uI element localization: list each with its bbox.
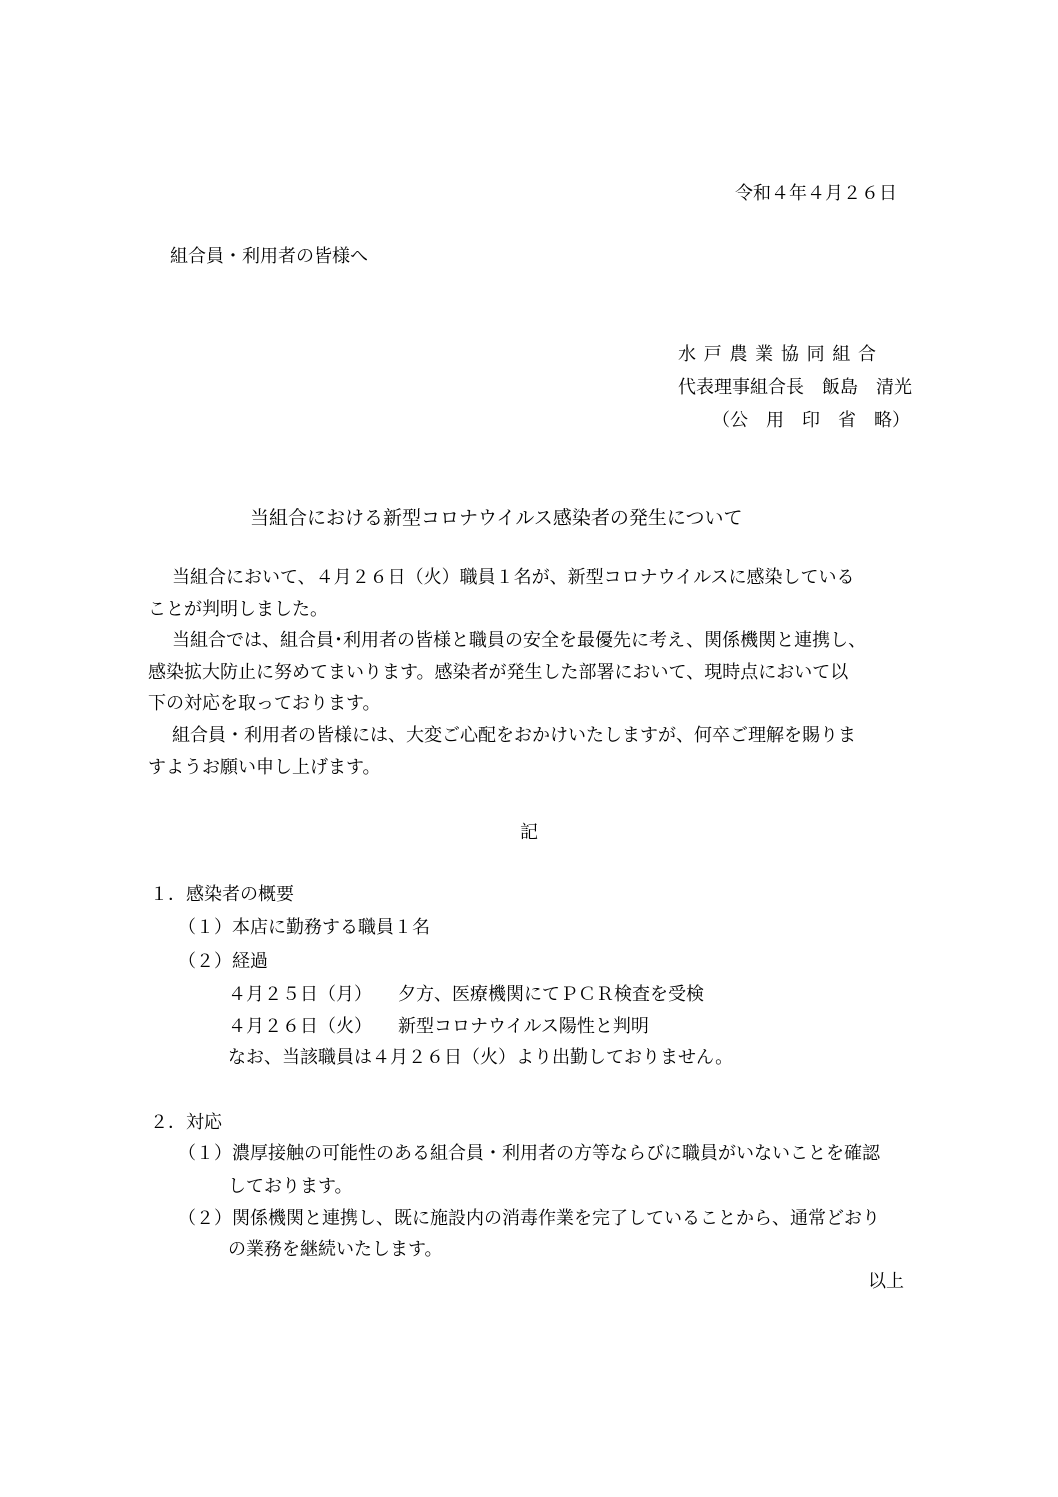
- sender-organization: 水 戸 農 業 協 同 組 合: [678, 344, 878, 365]
- timeline-event-1-date: ４月２５日（月）: [228, 984, 372, 1005]
- body-paragraph-2-line-2: 感染拡大防止に努めてまいります。感染者が発生した部署において、現時点において以: [148, 662, 849, 683]
- section-2-heading: ２．対応: [150, 1112, 222, 1133]
- body-paragraph-3-line-2: すようお願い申し上げます。: [148, 757, 381, 778]
- ki-heading: 記: [520, 822, 538, 843]
- seal-omitted-note: （公 用 印 省 略）: [712, 410, 910, 431]
- body-paragraph-1-line-1: 当組合において、４月２６日（火）職員１名が、新型コロナウイルスに感染している: [172, 567, 855, 588]
- section-1-heading: １．感染者の概要: [150, 884, 294, 905]
- document-title: 当組合における新型コロナウイルス感染者の発生について: [250, 507, 743, 529]
- addressee: 組合員・利用者の皆様へ: [170, 246, 368, 267]
- section-2-item-2-line-2: の業務を継続いたします。: [228, 1239, 443, 1260]
- section-2-item-1-line-1: （１）濃厚接触の可能性のある組合員・利用者の方等ならびに職員がいないことを確認: [178, 1143, 880, 1164]
- timeline-event-2-date: ４月２６日（火）: [228, 1016, 372, 1037]
- sender-representative: 代表理事組合長 飯島 清光: [678, 377, 912, 398]
- body-paragraph-1-line-2: ことが判明しました。: [148, 599, 328, 620]
- timeline-event-1-text: 夕方、医療機関にてＰＣＲ検査を受検: [398, 984, 704, 1005]
- body-paragraph-3-line-1: 組合員・利用者の皆様には、大変ご心配をおかけいたしますが、何卒ご理解を賜りま: [172, 725, 856, 746]
- closing-ijou: 以上: [868, 1271, 904, 1292]
- timeline-event-2-text: 新型コロナウイルス陽性と判明: [398, 1016, 649, 1037]
- document-date: 令和４年４月２６日: [735, 183, 897, 204]
- body-paragraph-2-line-3: 下の対応を取っております。: [148, 693, 381, 714]
- body-paragraph-2-line-1: 当組合では、組合員･利用者の皆様と職員の安全を最優先に考え、関係機関と連携し、: [172, 630, 867, 651]
- section-1-item-1: （１）本店に勤務する職員１名: [178, 917, 430, 938]
- section-1-item-2: （２）経過: [178, 951, 268, 972]
- section-2-item-2-line-1: （２）関係機関と連携し、既に施設内の消毒作業を完了していることから、通常どおり: [178, 1208, 880, 1229]
- section-2-item-1-line-2: しております。: [228, 1176, 353, 1197]
- section-1-note: なお、当該職員は４月２６日（火）より出勤しておりません。: [228, 1047, 734, 1068]
